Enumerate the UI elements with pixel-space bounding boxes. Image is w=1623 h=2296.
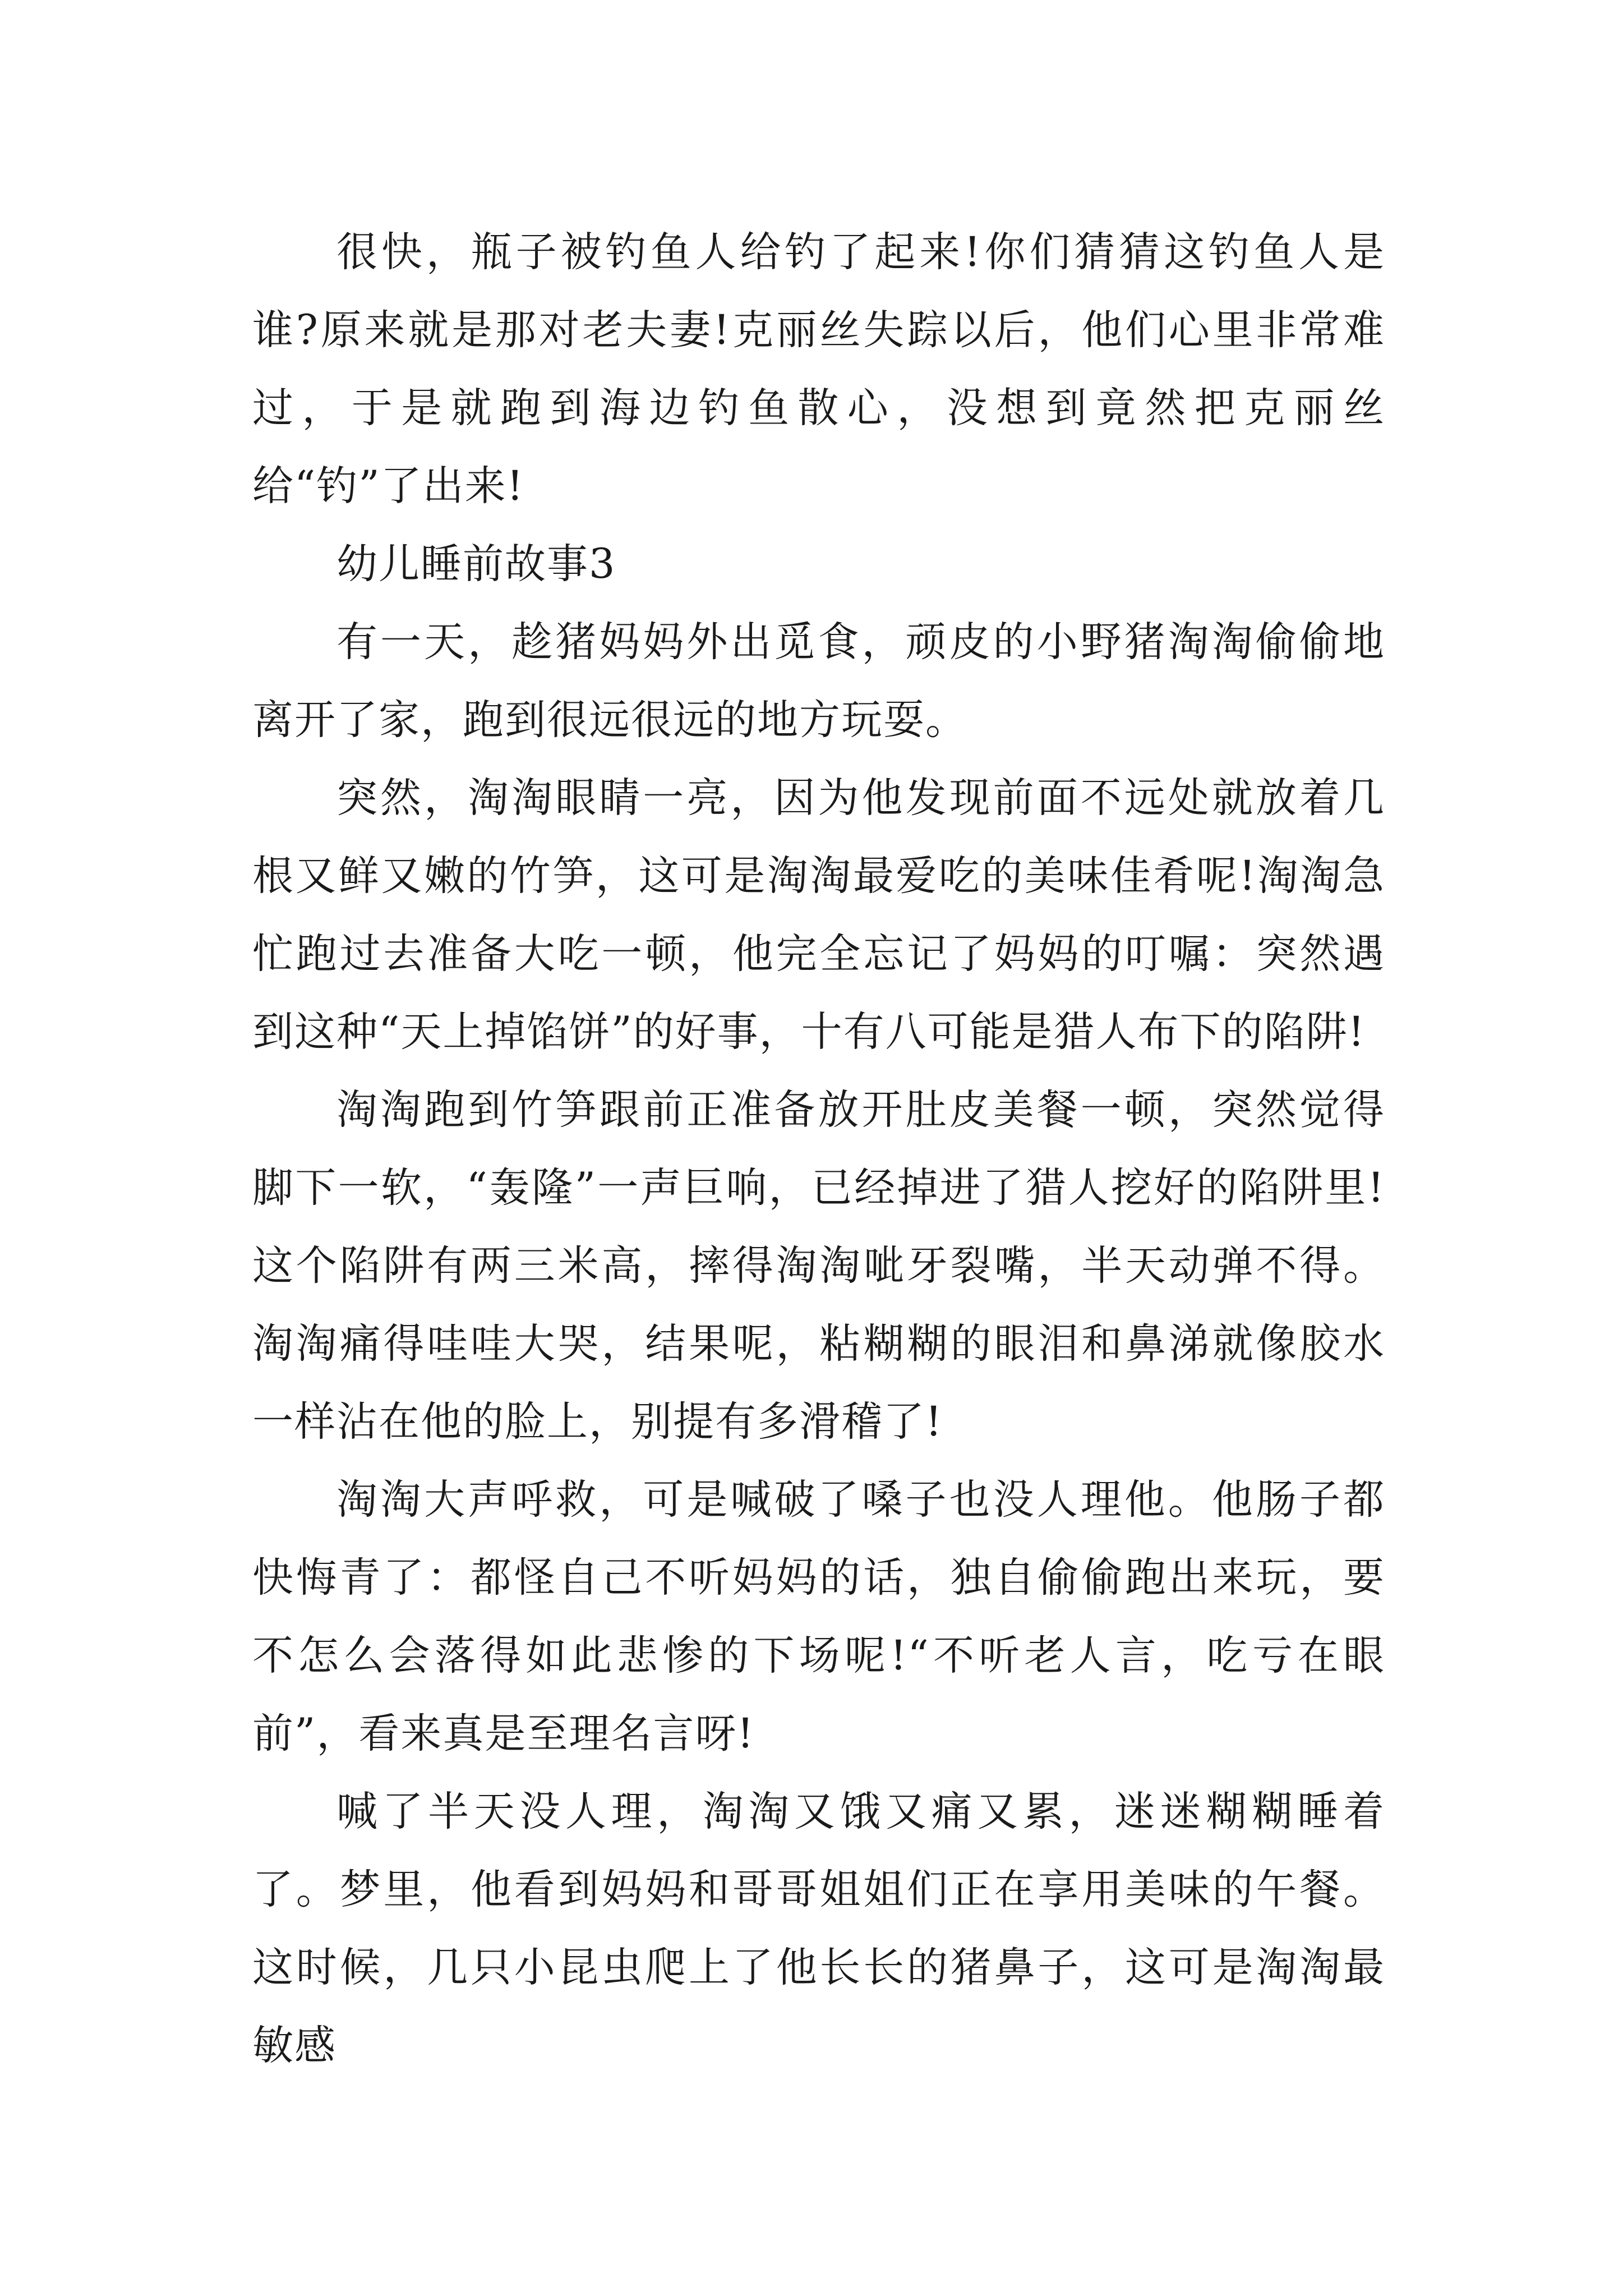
paragraph-3: 突然，淘淘眼睛一亮，因为他发现前面不远处就放着几根又鲜又嫩的竹笋，这可是淘淘最爱吃的美味佳肴呢!淘淘急忙跑过去准备大吃一顿，他完全忘记了妈妈的叮嘱：突然遇到这种“天上掉馅饼”的好事，十有八可能是猎人布下的陷阱!	[252, 774, 1385, 1056]
story-heading: 幼儿睡前故事3	[336, 540, 616, 588]
paragraph-5: 淘淘大声呼救，可是喊破了嗓子也没人理他。他肠子都快悔青了：都怪自己不听妈妈的话，独自偷偷跑出来玩，要不怎么会落得如此悲惨的下场呢!“不听老人言，吃亏在眼前”，看来真是至理名言呀!	[252, 1476, 1385, 1757]
paragraph-1: 很快，瓶子被钓鱼人给钓了起来!你们猜猜这钓鱼人是谁?原来就是那对老夫妻!克丽丝失踪以后，他们心里非常难过，于是就跑到海边钓鱼散心，没想到竟然把克丽丝给“钓”了出来!	[252, 228, 1385, 510]
document-body	[252, 213, 1385, 2085]
paragraph-4: 淘淘跑到竹笋跟前正准备放开肚皮美餐一顿，突然觉得脚下一软，“轰隆”一声巨响，已经掉进了猎人挖好的陷阱里!这个陷阱有两三米高，摔得淘淘呲牙裂嘴，半天动弹不得。淘淘痛得哇哇大哭，结果呢，粘糊糊的眼泪和鼻涕就像胶水一样沾在他的脸上，别提有多滑稽了!	[252, 1086, 1385, 1446]
paragraph-6: 喊了半天没人理，淘淘又饿又痛又累，迷迷糊糊睡着了。梦里，他看到妈妈和哥哥姐姐们正在享用美味的午餐。这时候，几只小昆虫爬上了他长长的猪鼻子，这可是淘淘最敏感	[252, 1788, 1385, 2069]
paragraph-2: 有一天，趁猪妈妈外出觅食，顽皮的小野猪淘淘偷偷地离开了家，跑到很远很远的地方玩耍。	[252, 618, 1385, 744]
